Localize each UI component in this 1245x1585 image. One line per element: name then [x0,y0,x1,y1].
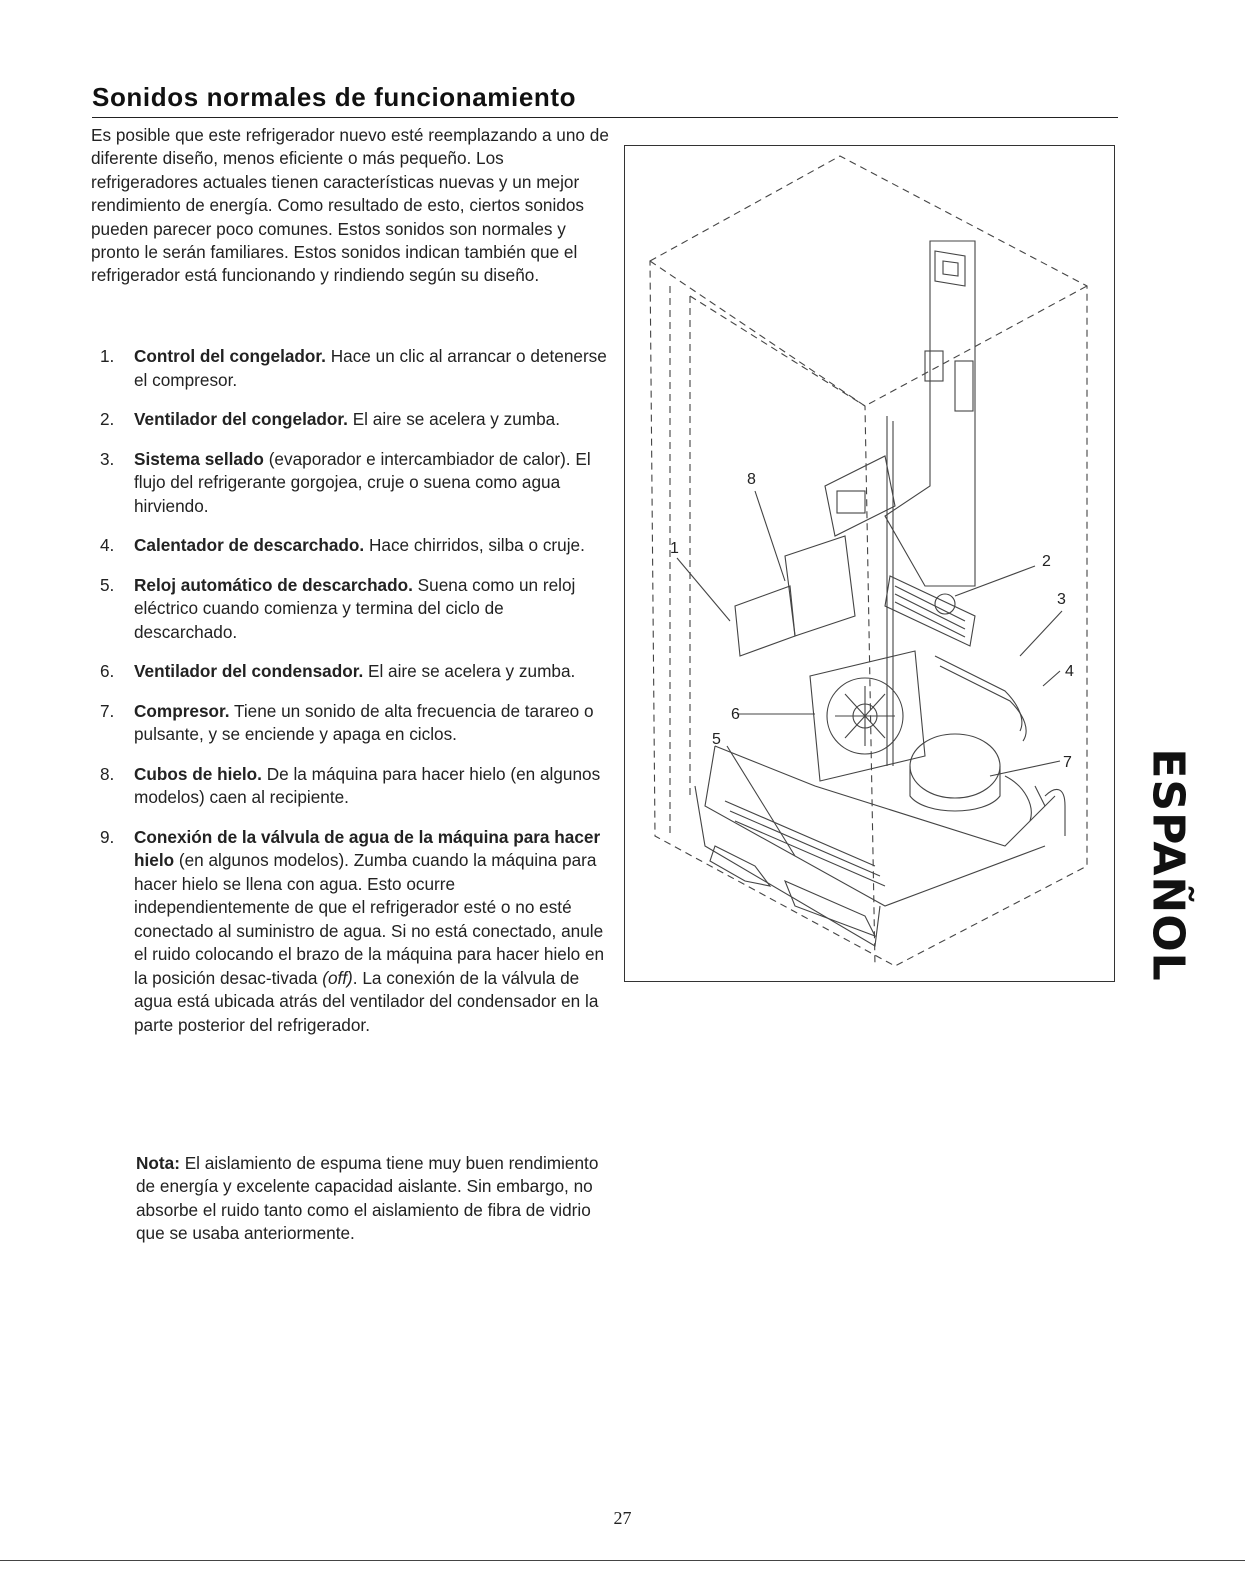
item-text: (evaporador e intercambiador de calor). El flujo del refrigerante gorgojea, cruje o suena como agua hirviendo. [134,448,591,516]
list-item [100,345,610,392]
item-term: Control del congelador. [134,346,326,366]
item-number: 9. [100,826,115,847]
list-item [100,826,610,1038]
item-text: De la máquina para hacer hielo (en algunos modelos) caen al recipiente. [134,763,601,807]
item-number: 8. [100,763,115,784]
item-text-after: . La conexión de la válvula de agua está ubicada atrás del ventilador del condensador en la parte posterior del refrigerador. [134,967,599,1035]
item-term: Conexión de la válvula de agua de la máquina para hacer hielo [134,826,601,870]
figure-label-6: 6 [731,706,740,723]
title-rule [92,117,1118,118]
list-item [100,534,610,558]
item-number: 2. [100,409,115,429]
item-number: 5. [100,574,115,595]
item-text: Suena como un reloj eléctrico cuando comienza y termina del ciclo de descarchado. [134,574,576,642]
figure-label-5: 5 [712,731,721,748]
item-text: Hace un clic al arrancar o detenerse el compresor. [134,346,607,390]
item-text: (en algunos modelos). Zumba cuando la máquina para hacer hielo se llena con agua. Esto ocurre independientemente de que el refrigerador esté o no esté conectado al suministro de agua. Si no está conectado, anule el ruido colocando el brazo de la máquina para hacer hielo en la posición desac-tivada [134,850,605,988]
item-number: 1. [100,346,115,366]
item-term: Sistema sellado [134,448,264,469]
list-item [100,700,610,747]
refrigerator-diagram [624,145,1115,982]
figure-label-2: 2 [1042,553,1051,570]
note-text: El aislamiento de espuma tiene muy buen rendimiento de energía y excelente capacidad aislante. Sin embargo, no absorbe el ruido tanto como el aislamiento de fibra de vidrio que se usaba anteriormente. [136,1153,599,1244]
note-paragraph [136,1152,611,1246]
list-item [100,574,610,645]
item-text: El aire se acelera y zumba. [347,409,561,429]
item-text: El aire se acelera y zumba. [363,661,576,681]
bottom-rule [0,1560,1245,1561]
language-label: ESPAÑOL [1142,748,1193,982]
intro-paragraph: Es posible que este refrigerador nuevo esté reemplazando a uno de diferente diseño, menos eficiente o más pequeño. Los refrigeradores actuales tienen características nuevas y un mejor rendimiento de energía. Como resultado de esto, ciertos sonidos pueden parecer poco comunes. Estos sonidos son normales y pronto le serán familiares. Estos sonidos indican también que el refrigerador está funcionando y rindiendo según su diseño. [91,125,609,286]
item-number: 3. [100,448,115,469]
page-number: 27 [613,1508,632,1528]
item-number: 4. [100,535,115,555]
item-number: 7. [100,700,115,721]
figure-label-3: 3 [1057,591,1066,608]
sound-list [100,345,610,1053]
item-term: Ventilador del congelador. [134,409,348,429]
refrigerator-drawing [625,146,1116,983]
list-item [100,763,610,810]
item-text: Tiene un sonido de alta frecuencia de tarareo o pulsante, y se enciende y apaga en ciclos. [134,700,594,744]
list-item [100,660,610,684]
item-text: Hace chirridos, silba o cruje. [364,535,585,555]
list-item [100,448,610,519]
item-number: 6. [100,661,115,681]
language-side-tab [1140,748,1195,982]
item-term: Compresor. [134,700,230,721]
list-item [100,408,610,432]
figure-label-1: 1 [670,540,679,557]
note-label: Nota: [136,1153,180,1173]
figure-label-4: 4 [1065,663,1074,680]
item-term: Cubos de hielo. [134,763,262,784]
figure-label-8: 8 [747,471,756,488]
figure-label-7: 7 [1063,754,1072,771]
item-italic: (off) [322,967,353,988]
item-term: Ventilador del condensador. [134,661,364,681]
page-title: Sonidos normales de funcionamiento [92,82,577,112]
item-term: Reloj automático de descarchado. [134,574,413,595]
item-term: Calentador de descarchado. [134,535,365,555]
